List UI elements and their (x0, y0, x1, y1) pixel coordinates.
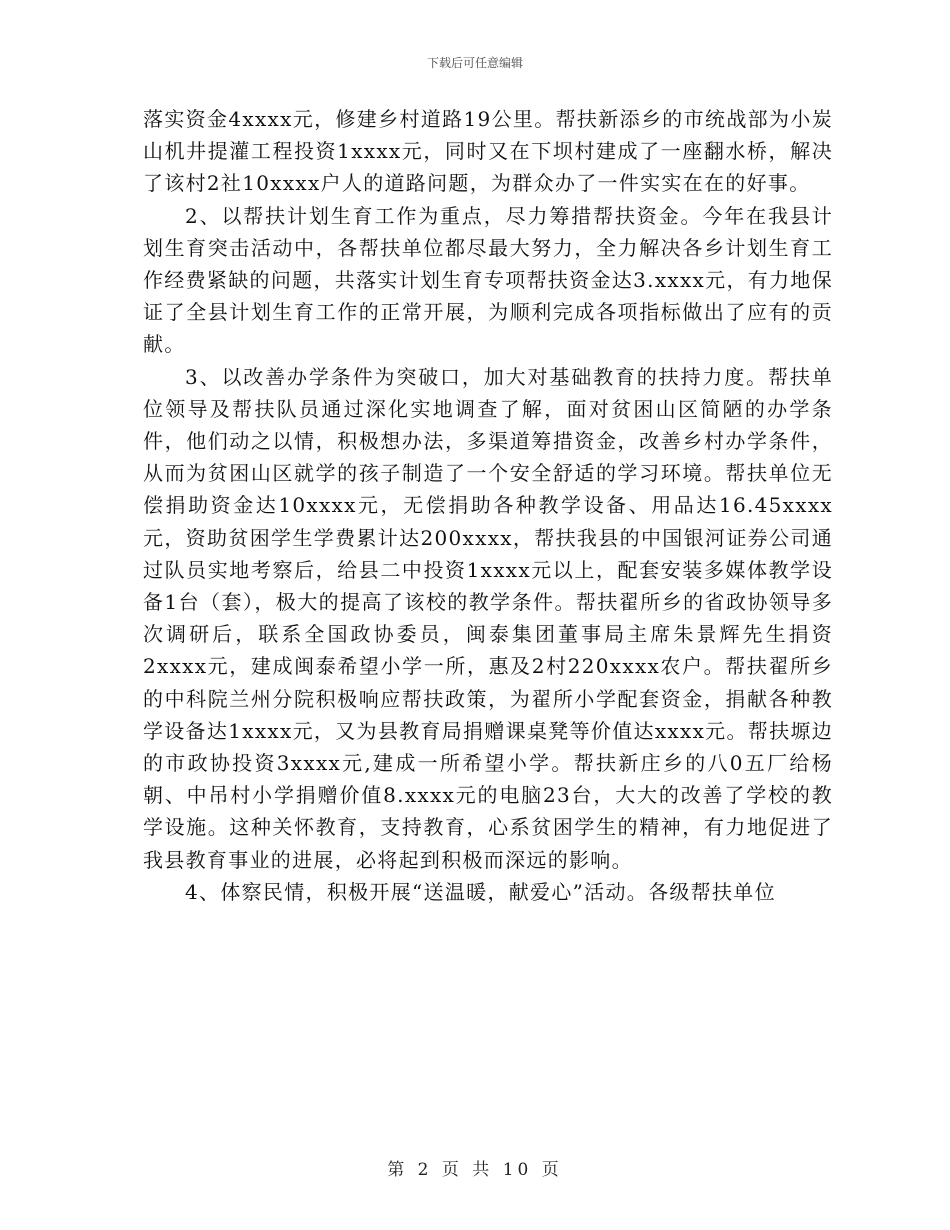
page-header-note: 下载后可任意编辑 (426, 56, 523, 70)
document-body (143, 103, 833, 908)
paragraph-family-planning: 2、以帮扶计划生育工作为重点，尽力筹措帮扶资金。今年在我县计划生育突击活动中，各帮扶单位都尽最大努力，全力解决各乡计划生育工作经费紧缺的问题，共落实计划生育专项帮扶资金达3.xxxx元，有力地保证了全县计划生育工作的正常开展，为顺利完成各项指标做出了应有的贡献。 (143, 203, 833, 357)
paragraph-education: 3、以改善办学条件为突破口，加大对基础教育的扶持力度。帮扶单位领导及帮扶队员通过深化实地调查了解，面对贫困山区简陋的办学条件，他们动之以情，积极想办法，多渠道筹措资金，改善乡村办学条件，从而为贫困山区就学的孩子制造了一个安全舒适的学习环境。帮扶单位无偿捐助资金达10xxxx元，无偿捐助各种教学设备、用品达16.45xxxx元，资助贫困学生学费累计达200xxxx，帮扶我县的中国银河证券公司通过队员实地考察后，给县二中投资1xxxx元以上，配套安装多媒体教学设备1台（套），极大的提高了该校的教学条件。帮扶翟所乡的省政协领导多次调研后，联系全国政协委员，闽泰集团董事局主席朱景辉先生捐资2xxxx元，建成闽泰希望小学一所，惠及2村220xxxx农户。帮扶翟所乡的中科院兰州分院积极响应帮扶政策，为翟所小学配套资金，捐献各种教学设备达1xxxx元，又为县教育局捐赠课桌凳等价值达xxxx元。帮扶塬边的市政协投资3xxxx元,建成一所希望小学。帮扶新庄乡的八0五厂给杨朝、中吊村小学捐赠价值8.xxxx元的电脑23台，大大的改善了学校的教学设施。这种关怀教育，支持教育，心系贫困学生的精神，有力地促进了我县教育事业的进展，必将起到积极而深远的影响。 (143, 364, 833, 872)
paragraph-warmth-activity: 4、体察民情，积极开展“送温暖，献爱心”活动。各级帮扶单位 (185, 879, 776, 904)
paragraph-continuation: 落实资金4xxxx元，修建乡村道路19公里。帮扶新添乡的市统战部为小炭山机井提灌工程投资1xxxx元，同时又在下坝村建成了一座翻水桥，解决了该村2社10xxxx户人的道路问题，为群众办了一件实实在在的好事。 (143, 107, 833, 196)
page-number-footer: 第 2 页 共 10 页 (387, 1160, 563, 1180)
